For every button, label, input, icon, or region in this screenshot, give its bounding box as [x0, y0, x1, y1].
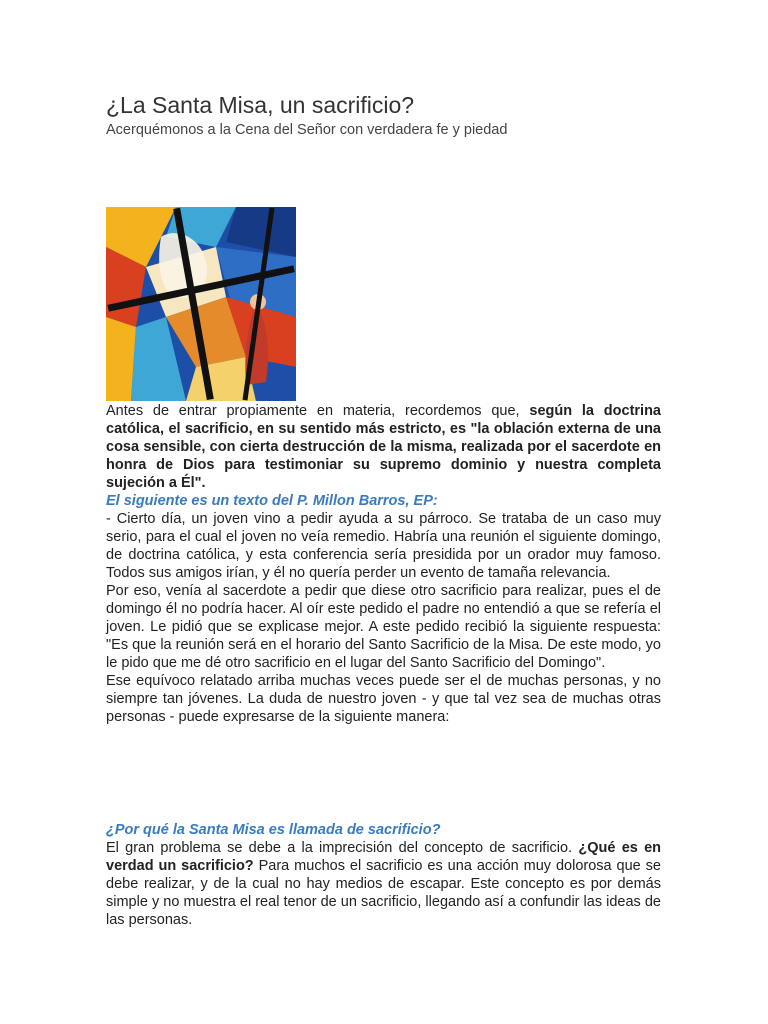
section1-paragraph-2: Por eso, venía al sacerdote a pedir que diese otro sacrificio para realizar, pues el de domingo él no podría hacer. Al oír este pedido el padre no entendió a que se refería el joven. Le pidió que se explicase mejor. A este pedido recibió la siguiente respuesta: "Es que la reunión será en el horario del Santo Sacrificio de la Misa. De este modo, yo le pido que me dé otro sacrificio en el lugar del Santo Sacrificio del Domingo".: [106, 583, 661, 671]
article-body: [106, 402, 661, 726]
section2-plain-1: El gran problema se debe a la imprecisión del concepto de sacrificio.: [106, 840, 579, 856]
intro-bold-definition: según la doctrina católica, el sacrificio, en su sentido más estricto, es "la oblación externa de una cosa sensible, con cierta destrucción de la misma, realizada por el sacerdote en honra de Dios para testimoniar su supremo dominio y nuestra completa sujeción a Él".: [106, 403, 661, 491]
intro-plain-text: Antes de entrar propiamente en materia, recordemos que,: [106, 403, 530, 419]
section2-heading: ¿Por qué la Santa Misa es llamada de sacrificio?: [106, 822, 441, 838]
section1-paragraph-3: Ese equívoco relatado arriba muchas veces puede ser el de muchas personas, y no siempre tan jóvenes. La duda de nuestro joven - y que tal vez sea de muchas otras personas - puede expresarse de la siguiente manera:: [106, 673, 661, 725]
intro-paragraph: [106, 402, 661, 492]
page-subtitle: Acerquémonos a la Cena del Señor con verdadera fe y piedad: [106, 122, 508, 138]
section1-heading: El siguiente es un texto del P. Millon Barros, EP:: [106, 493, 438, 509]
stained-glass-illustration: [106, 207, 296, 401]
page-title: ¿La Santa Misa, un sacrificio?: [106, 92, 415, 118]
section1-paragraph-1: - Cierto día, un joven vino a pedir ayuda a su párroco. Se trataba de un caso muy serio, para el cual el joven no veía remedio. Habría una reunión el siguiente domingo, de doctrina católica, y esta conferencia sería presidida por un orador muy famoso. Todos sus amigos irían, y él no quería perder un evento de tamaña relevancia.: [106, 511, 661, 581]
section2-bold-question: ¿Qué es en verdad un sacrificio?: [106, 840, 661, 874]
section2-paragraph: [106, 839, 661, 929]
section2-plain-2: Para muchos el sacrificio es una acción muy dolorosa que se debe realizar, y de la cual no hay medios de escapar. Este concepto es por demás simple y no muestra el real tenor de un sacrificio, llegando así a confundir las ideas de las personas.: [106, 858, 661, 928]
article-body-section2: [106, 821, 661, 929]
